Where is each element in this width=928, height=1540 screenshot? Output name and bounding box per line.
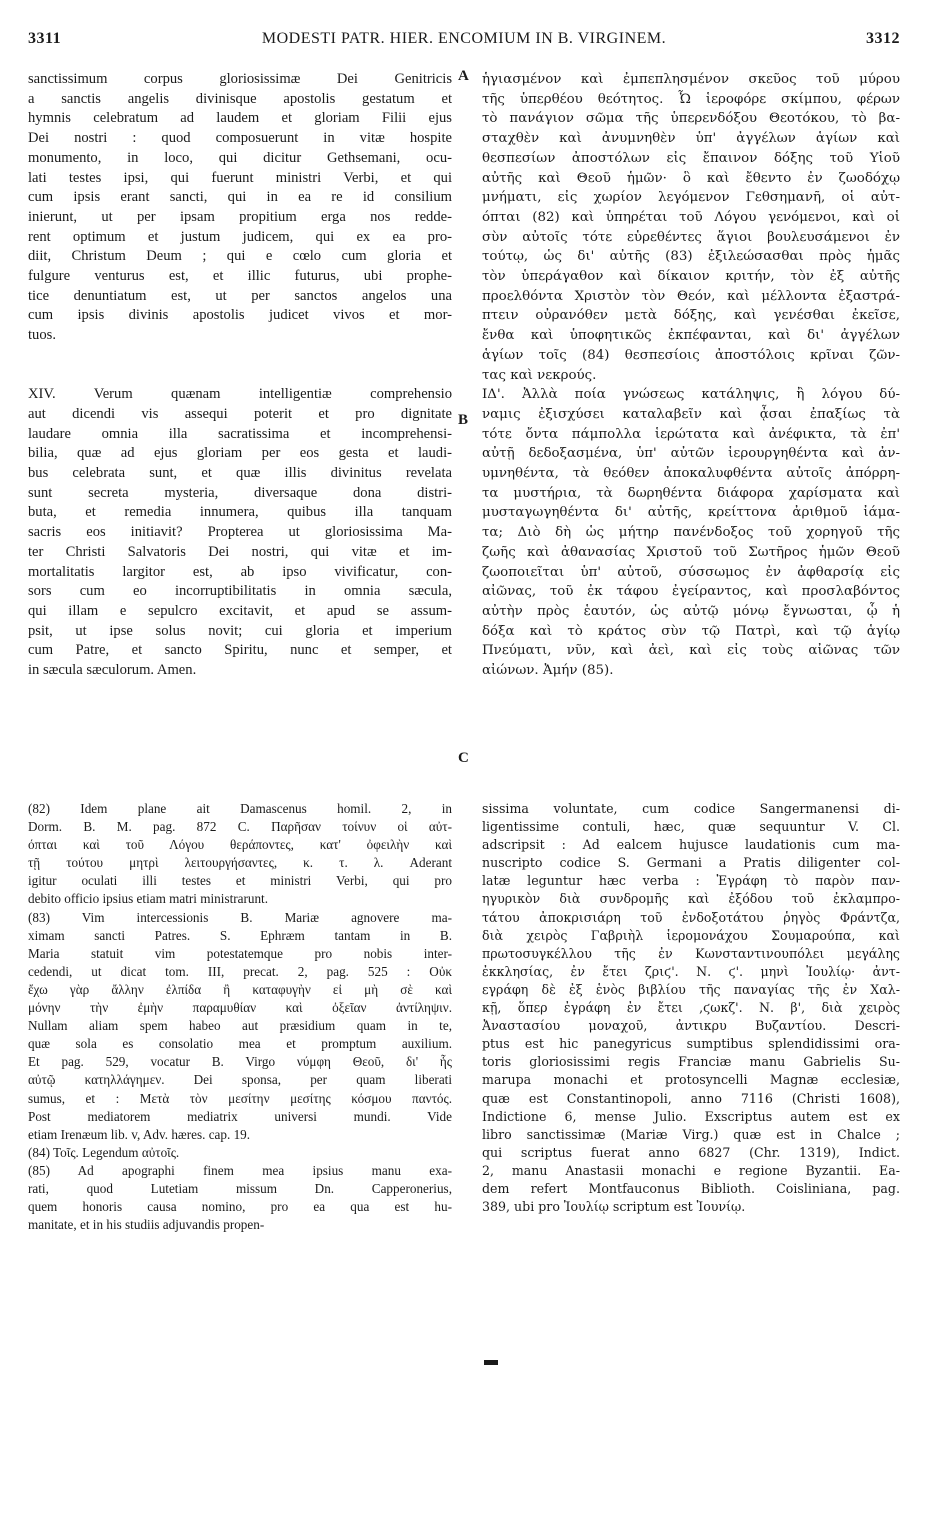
notes-right-line: 389, ubi pro Ἰουλίῳ scriptum est Ἰουνίῳ. — [482, 1199, 746, 1215]
notes-right-line: libro sanctissimæ (Mariæ Virg.) quæ est in Chalce ; — [482, 1126, 900, 1142]
greek-line: όπται (82) καὶ ὑπηρέται τοῦ Λόγου γενόμενοι, καὶ οἱ — [482, 209, 900, 225]
notes-left-line: Nullam aliam spem habeo aut præsidium quam in te, — [28, 1018, 452, 1034]
notes-left-line: quem honoris causa nomino, pro ea qua est hu- — [28, 1199, 452, 1215]
greek-line: ἔνθα καὶ ὑποφητικῶς ἐκπέφανται, καὶ δι' ἀγγέλων — [482, 328, 900, 344]
notes-left-line: ἔχω γὰρ ἄλλην ἐλπίδα ἢ καταφυγὴν εἰ μὴ σὲ καὶ — [28, 981, 452, 997]
greek-line: προελθόντα Χριστὸν τὸν Θεόν, καὶ μέλλοντα ἐξαστρά- — [482, 288, 900, 304]
greek-line: υμνηθέντα, τὰ θεόθεν ἀποκαλυφθέντα αὐτοῖς ἀπόρρη- — [482, 466, 900, 482]
notes-right-line: πρωτοσυγκέλλου τῆς ἐν Κωνσταντινουπόλει μεγάλης — [482, 945, 900, 961]
notes-left-line: quæ sola es consolatio mea et promptum auxilium. — [28, 1036, 452, 1052]
notes-left-line: Maria statuit vim potestatemque pro nobis inter- — [28, 945, 452, 961]
column-marker-a: A — [458, 68, 469, 84]
latin-line: bilia, quæ ad ejus gloriam per eos gesta et laudi- — [28, 445, 452, 462]
greek-line: ΙΔ'. Ἀλλὰ ποία γνώσεως κατάληψις, ἢ λόγου δύ- — [482, 387, 900, 403]
notes-left-line: sumus, et : Μετὰ τὸν μεσίτην μεσίτης κόσμου παντός. — [28, 1090, 452, 1106]
greek-line: σὺν αὐτοῖς τότε εὑρεθέντες ἅγιοι βουλευσάμενοι ἐν — [482, 229, 900, 245]
latin-line: monumento, in loco, qui dicitur Gethsemani, ocu- — [28, 149, 452, 166]
notes-left-line: manitate, et in his studiis adjuvandis propen- — [28, 1217, 265, 1233]
latin-line: sors cum eo incorruptibilitatis in omnia sæcula, — [28, 583, 452, 600]
latin-line — [28, 366, 452, 386]
notes-left-line: (84) Τοῖς. Legendum αὐτοῖς. — [28, 1144, 180, 1160]
latin-line: tice denuntiatum est, ut per sanctos angelos una — [28, 287, 452, 304]
notes-left-line: τῇ τούτου μητρὶ λειτουργήσαντες, κ. τ. λ. Aderant — [28, 855, 452, 871]
greek-line: Πνεύματι, νῦν, καὶ ἀεὶ, καὶ εἰς τοὺς αἰῶνας τῶν — [482, 643, 900, 659]
notes-right-line: 2, manu Anastasii monachi e regione Byzantii. Ea- — [482, 1162, 900, 1178]
latin-line: bus celebrata sunt, et quæ illis divinitus revelata — [28, 465, 452, 482]
greek-line: αἰώνων. Ἀμήν (85). — [482, 663, 614, 679]
greek-line: ναμις ἐξισχύσει καταλαβεῖν καὶ ᾆσαι ἐπαξίως τὰ — [482, 406, 900, 422]
latin-line: in sæcula sæculorum. Amen. — [28, 662, 197, 679]
latin-text-column — [28, 70, 452, 790]
notes-left-line: debito officio ipsius etiam matri ministrarunt. — [28, 891, 269, 907]
footnotes-left-column — [28, 800, 452, 1250]
notes-left-line: igitur oculati illi testes et ministri Verbi, qui pro — [28, 873, 452, 889]
notes-right-line: εγράφη δὲ ἐξ ἑνὸς βιβλίου τῆς παναγίας τῆς ἐν Χαλ- — [482, 981, 900, 997]
latin-line: buta, et remedia innumera, quibus illa tanquam — [28, 504, 452, 521]
notes-right-line: κῇ, ὅπερ ἐγράφη ἐν ἔτει ,ϛωκζ'. Ν. β', διὰ χειρὸς — [482, 1000, 900, 1016]
notes-left-line: (82) Idem plane ait Damascenus homil. 2, in — [28, 801, 452, 816]
latin-line: cum ipsis erant sancti, qui in ea re id consilium — [28, 189, 452, 206]
latin-line: fulgure venturus est, et illic futurus, ubi prophe- — [28, 268, 452, 285]
greek-line: τότε ὄντα πάμπολλα ἱερώτατα καὶ ἀνέφικτα, τὰ ἐπ' — [482, 426, 900, 442]
notes-right-line: quæ est Constantinopoli, anno 7116 (Christi 1608), — [482, 1090, 900, 1106]
greek-line: τὸ πανάγιον σῶμα τῆς ὑπερενδόξου Θεοτόκου, τὸ βα- — [482, 111, 900, 127]
latin-line: diit, Christum Deum ; qui e cœlo cum gloria et — [28, 248, 452, 265]
greek-line: ἡγιασμένον καὶ ἐμπεπλησμένον σκεῦος τοῦ μύρου — [482, 72, 900, 87]
notes-right-line: dem refert Montfauconus Biblioth. Coisliniana, pag. — [482, 1180, 900, 1196]
greek-line: μνήματι, εἰς χωρίον λεγόμενον Γεθσημανῆ, οἱ αὐτ- — [482, 190, 900, 206]
latin-line: cum Patre, et sancto Spiritu, nunc et semper, et — [28, 642, 452, 659]
notes-right-line: ηγυρικὸν διὰ συνδρομῆς καὶ ἐξόδου τοῦ ἐκλαμπρο- — [482, 891, 900, 907]
notes-right-line: latæ leguntur hæc verba : Ἐγράφη τὸ παρὸν παν- — [482, 873, 900, 889]
notes-right-line: adscripsit : Ad ealcem hujusce laudationis cum ma- — [482, 837, 900, 853]
notes-left-line: Post mediatorem mediatrix universi mundi. Vide — [28, 1108, 452, 1124]
notes-left-line: etiam Irenæum lib. v, Adv. hæres. cap. 19. — [28, 1126, 251, 1142]
latin-line: a sanctis angelis divinisque apostolis gestatum et — [28, 90, 452, 107]
notes-left-line: cedendi, ut dicat tom. III, precat. 2, pag. 525 : Οὐκ — [28, 963, 452, 979]
greek-line: ἁγίων τοῖς (84) θεσπεσίοις ἀποστόλοις κρῖναι ζῶν- — [482, 347, 900, 363]
column-marker-b: B — [458, 412, 469, 428]
notes-right-line: ἐκκλησίας, ἐν ἔτει ζριϛ'. Ν. ϛ'. μηνὶ Ἰουλίῳ· ἀντ- — [482, 963, 900, 979]
notes-right-line: διὰ χειρὸς Γαβριὴλ ἱερομονάχου Σουμαρούπα, καὶ — [482, 927, 900, 943]
notes-right-line: Indictione 6, mense Julio. Exscriptus autem est ex — [482, 1108, 900, 1124]
greek-line: τὸν ὑπεράγαθον καὶ δίκαιον κριτήν, τὸν ἐξ αὐτῆς — [482, 269, 900, 285]
greek-line: αὐτῇ δεδοξασμένα, ὑπ' αὐτῶν ἱερουργηθέντα καὶ ἀν- — [482, 446, 900, 462]
latin-line: hymnis celebratum ad laudem et gloriam Filii ejus — [28, 110, 452, 127]
notes-right-line: τάτου ἀποκρισιάρη τοῦ ἐνδοξοτάτου ῥηγὸς Φράντζα, — [482, 909, 900, 925]
notes-right-line: qui scriptus fuerat anno 6827 (Chr. 1319), Indict. — [482, 1144, 900, 1160]
notes-right-line: nuscripto codice S. Germani a Pratis diligenter col- — [482, 855, 900, 871]
latin-line: laudare omnia illa sacratissima et incomprehensi- — [28, 425, 452, 442]
greek-line: ζωοποιεῖται ὑπ' αὐτοῦ, σύσσωμος ἐν ἀφθαρσίᾳ εἰς — [482, 564, 900, 580]
notes-right-line: marupa monachi et protosyncelli Magnæ ecclesiæ, — [482, 1072, 900, 1088]
greek-line: θεσπεσίων ἀποστόλων εἰς ἔπαινον δόξης τοῦ Υἱοῦ — [482, 150, 900, 166]
latin-line: sanctissimum corpus gloriosissimæ Dei Genitricis — [28, 71, 452, 87]
latin-line: qui illam e sepulcro excitavit, et apud se assum- — [28, 602, 452, 619]
footnotes-right-column — [482, 800, 900, 1250]
page-number-right: 3312 — [866, 30, 900, 47]
running-header — [28, 30, 900, 54]
latin-line: tuos. — [28, 327, 56, 344]
latin-line: mortalitatis largitor est, ab ipso vivificatur, con- — [28, 563, 452, 580]
latin-line: XIV. Verum quænam intelligentiæ comprehensio — [28, 386, 452, 403]
greek-line: ζωῆς καὶ ἀθανασίας Χριστοῦ τοῦ Σωτῆρος ἡμῶν Θεοῦ — [482, 544, 900, 560]
greek-line: σταχθὲν καὶ ἀνυμνηθὲν ὑπ' ἀγγέλων ἁγίων καὶ — [482, 131, 900, 147]
latin-line: rent optimum et justum judicem, qui ex ea pro- — [28, 228, 452, 245]
notes-left-line: (85) Ad apographi finem mea ipsius manu exa- — [28, 1162, 452, 1178]
latin-line: cum ipsis divinis apostolis judicet vivos et mor- — [28, 307, 452, 324]
page — [28, 30, 900, 1510]
latin-line: aut dicendi vis assequi poterit et pro dignitate — [28, 405, 452, 422]
greek-line: τα μυστήρια, τὰ δωρηθέντα διάφορα χαρίσματα καὶ — [482, 485, 900, 501]
greek-line: τούτῳ, ὡς δι' αὐτῆς (83) ἐξιλεώσασθαι πρὸς ἡμᾶς — [482, 249, 900, 265]
greek-line: τας καὶ νεκρούς. — [482, 367, 597, 383]
latin-line: inierunt, ut per ipsam propitium erga nos redde- — [28, 208, 452, 225]
notes-right-line: toris gloriosissimi regis Franciæ manu Gabrielis Su- — [482, 1054, 900, 1070]
notes-left-line: μόνην τὴν ἐμὴν παραμυθίαν καὶ ὀξεῖαν ἀντίληψιν. — [28, 1000, 452, 1016]
latin-line: psit, ut ipse solus novit; cui gloria et imperium — [28, 622, 452, 639]
notes-left-line: rati, quod Lutetiam missum Dn. Capperonerius, — [28, 1180, 452, 1196]
notes-left-line: όπται καὶ τοῦ Λόγου θεράποντες, κατ' ὀφειλὴν καὶ — [28, 837, 452, 853]
latin-line — [28, 346, 452, 366]
greek-line: αὐτῆς καὶ Θεοῦ ἡμῶν· ὃ καὶ ἔθεντο ἐν ζωοδόχῳ — [482, 170, 900, 186]
column-marker-c: C — [458, 750, 469, 766]
running-title: MODESTI PATR. HIER. ENCOMIUM IN B. VIRGINEM. — [261, 30, 667, 47]
notes-right-line: Ἀναστασίου μοναχοῦ, ἀντικρυ Βυζαντίου. Descri- — [482, 1018, 900, 1034]
latin-line: sunt secreta mysteria, diversaque dona distri- — [28, 484, 452, 501]
latin-line: sacris eos initiavit? Propterea ut gloriosissima Ma- — [28, 524, 452, 541]
greek-line: αὐτὴν πρὸς ἑαυτόν, ὡς αὐτῷ μόνῳ ἔγνωσται, ᾧ ἡ — [482, 603, 900, 619]
greek-line: αἰῶνας, τοῦ ἐκ τάφου ἐγείραντος, καὶ προσλαβόντος — [482, 584, 900, 600]
notes-right-line: sissima voluntate, cum codice Sangermanensi di- — [482, 801, 900, 816]
notes-left-line: αὐτῷ κατηλλάγημεν. Dei sponsa, per quam liberati — [28, 1072, 452, 1088]
greek-line: μυσταγωγηθέντα δι' αὐτῆς, κρείττονα ἀριθμοῦ ἰάμα- — [482, 505, 900, 521]
notes-right-line: ligentissime contuli, hæc, quæ sequuntur V. Cl. — [482, 819, 900, 835]
greek-line: πτειν οὐρανόθεν μετὰ δόξης, καὶ γενέσθαι ἐκεῖσε, — [482, 308, 900, 324]
greek-text-column — [482, 70, 900, 790]
latin-line: lati testes ipsi, qui fuerunt ministri Verbi, et qui — [28, 169, 452, 186]
greek-line: δόξα καὶ τὸ κράτος σὺν τῷ Πατρὶ, καὶ τῷ ἁγίῳ — [482, 623, 900, 639]
end-ornament — [484, 1360, 498, 1365]
page-number-left: 3311 — [28, 30, 62, 47]
notes-left-line: Et pag. 529, vocatur B. Virgo νύμφη Θεοῦ, δι' ἧς — [28, 1054, 452, 1070]
notes-left-line: (83) Vim intercessionis B. Mariæ agnovere ma- — [28, 909, 452, 925]
notes-right-line: ptus est hic panegyricus sumptibus splendidissimi ora- — [482, 1036, 900, 1052]
latin-line: Dei nostri : quod composuerunt in vitæ hospite — [28, 130, 452, 147]
notes-left-line: Dorm. B. M. pag. 872 C. Παρῆσαν τοίνυν οἱ αὐτ- — [28, 819, 452, 835]
greek-line: τα; Διὸ δὴ ὡς μήτηρ πανένδοξος τοῦ χορηγοῦ τῆς — [482, 525, 900, 541]
latin-line: ter Christi Salvatoris Dei nostri, qui vitæ et im- — [28, 543, 452, 560]
notes-left-line: ximam sancti Patres. S. Ephræm tantam in B. — [28, 927, 452, 943]
greek-line: τῆς ὑπερθέου θεότητος. Ὦ ἱεροφόρε σκίμπου, φέρων — [482, 91, 900, 107]
